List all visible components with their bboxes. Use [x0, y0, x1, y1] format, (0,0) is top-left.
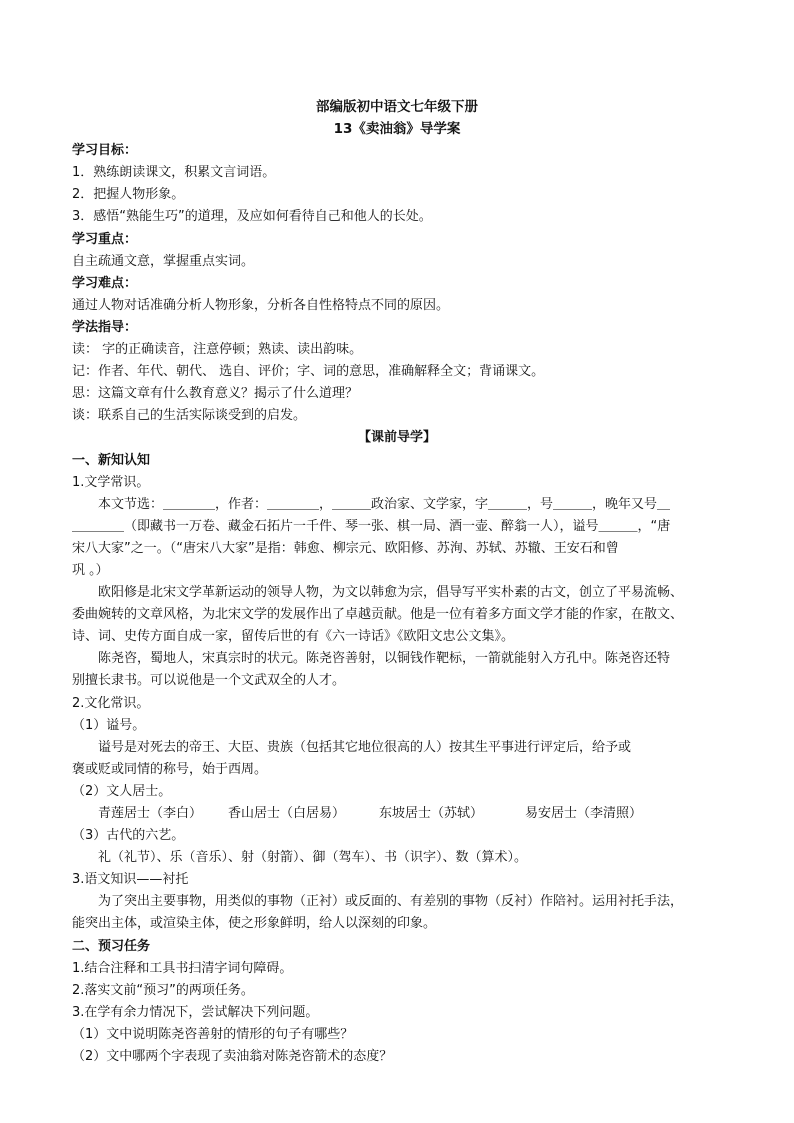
task-item: （1）文中说明陈尧咨善射的情形的句子有哪些？: [72, 1026, 354, 1042]
goal-item: 1．熟练朗读课文，积累文言词语。: [72, 165, 276, 181]
scholars-row: [72, 803, 722, 825]
task-item: 2.落实文前“预习”的两项任务。: [72, 982, 254, 998]
author-paragraph: 委曲婉转的文章风格，为北宋文学的发展作出了卓越贡献。他是一位有着多方面文学才能的作家，在散文、: [72, 607, 684, 623]
culture-item: （2）文人居士。: [72, 783, 172, 799]
lesson-title: 13《卖油翁》导学案: [333, 121, 461, 138]
method-item: 读： 字的正确读音，注意停顿；熟读、读出韵味。: [72, 342, 363, 358]
task-item: （2）文中哪两个字表现了卖油翁对陈尧咨箭术的态度？: [72, 1049, 393, 1065]
literary-text: ＿＿＿＿（即藏书一万卷、藏金石拓片一千件、琴一张、棋一局、酒一壶、醉翁一人），谥号＿＿＿，“唐: [72, 518, 671, 534]
character-paragraph: 别擅长隶书。可以说他是一个文武双全的人才。: [72, 673, 346, 689]
section-heading: 一、新知认知: [72, 452, 151, 468]
scholar-item: 香山居士（白居易）: [228, 806, 346, 821]
culture-text: 谥号是对死去的帝王、大臣、贵族（包括其它地位很高的人）按其生平事进行评定后，给予或: [98, 739, 632, 755]
section-heading: 二、预习任务: [72, 938, 151, 954]
goal-item: 3．感悟“熟能生巧”的道理，及应如何看待自己和他人的长处。: [72, 209, 432, 225]
scholar-item: 东坡居士（苏轼）: [379, 806, 484, 821]
document-title: 部编版初中语文七年级下册: [316, 99, 478, 115]
document-page: [72, 96, 722, 1068]
preclass-heading: 【课前导学】: [357, 430, 436, 446]
literary-heading: 1.文学常识。: [72, 474, 150, 490]
author-paragraph: 欧阳修是北宋文学革新运动的领导人物，为文以韩愈为宗，倡导写平实朴素的古文，创立了平易流畅、: [98, 585, 684, 601]
task-item: 3.在学有余力情况下，尝试解决下列问题。: [72, 1004, 319, 1020]
method-item: 谈：联系自己的生活实际谈受到的启发。: [72, 408, 307, 424]
focus-text: 自主疏通文意，掌握重点实词。: [72, 253, 255, 269]
language-text: 为了突出主要事物，用类似的事物（正衬）或反面的、有差别的事物（反衬）作陪衬。运用衬托手法，: [98, 894, 684, 910]
goal-item: 2．把握人物形象。: [72, 187, 185, 203]
method-heading: 学法指导：: [72, 319, 138, 335]
author-paragraph: 诗、词、史传方面自成一家，留传后世的有《六一诗话》《欧阳文忠公文集》。: [72, 629, 515, 645]
culture-item: （1）谥号。: [72, 717, 146, 733]
literary-text: 宋八大家”之一。（“唐宋八大家”是指：韩愈、柳宗元、欧阳修、苏洵、苏轼、苏辙、王安石和曾: [72, 540, 619, 556]
task-item: 1.结合注释和工具书扫清字词句障碍。: [72, 960, 293, 976]
arts-text: 礼（礼节）、乐（音乐）、射（射箭）、御（驾车）、书（识字）、数（算术）。: [98, 850, 528, 866]
language-text: 能突出主体，或渲染主体，使之形象鲜明，给人以深刻的印象。: [72, 916, 437, 932]
culture-text: 褒或贬或同情的称号，始于西周。: [72, 761, 268, 777]
difficulty-text: 通过人物对话准确分析人物形象，分析各自性格特点不同的原因。: [72, 297, 450, 313]
character-paragraph: 陈尧咨，蜀地人，宋真宗时的状元。陈尧咨善射，以铜钱作靶标，一箭就能射入方孔中。陈尧咨还特: [98, 651, 671, 667]
language-heading: 3.语文知识——衬托: [72, 872, 189, 888]
scholar-item: 易安居士（李清照）: [525, 806, 643, 821]
method-item: 思：这篇文章有什么教育意义？揭示了什么道理？: [72, 386, 359, 402]
scholar-item: 青莲居士（李白）: [98, 806, 203, 821]
culture-item: （3）古代的六艺。: [72, 828, 185, 844]
focus-heading: 学习重点：: [72, 231, 138, 247]
literary-text: 巩 。）: [72, 562, 109, 578]
culture-heading: 2.文化常识。: [72, 695, 150, 711]
method-item: 记：作者、年代、朝代、 选自、评价；字、词的意思，准确解释全文；背诵课文。: [72, 364, 545, 380]
literary-text: 本文节选：＿＿＿＿，作者：＿＿＿＿，＿＿＿政治家、文学家，字＿＿＿，号＿＿＿，晚年又号＿: [98, 496, 671, 512]
difficulty-heading: 学习难点：: [72, 275, 138, 291]
goals-heading: 学习目标：: [72, 143, 138, 159]
